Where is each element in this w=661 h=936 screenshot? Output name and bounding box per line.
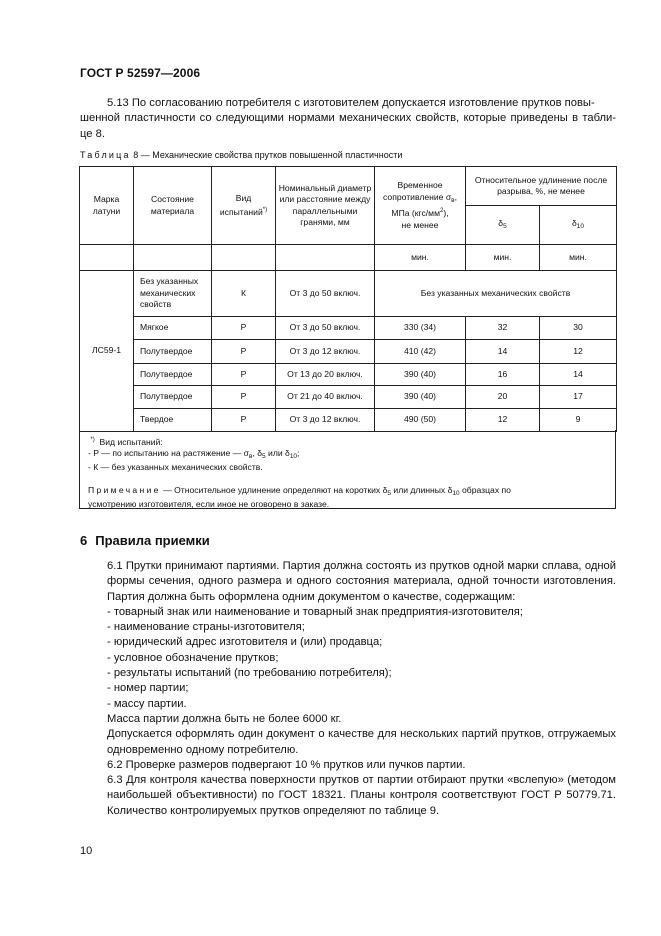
strength-cell: 490 (50) xyxy=(375,409,466,432)
footnote-title: Вид испытаний: xyxy=(99,437,163,447)
table-notes xyxy=(79,430,616,509)
strength-cell: 330 (34) xyxy=(375,317,466,340)
clause-5-13-line-1 xyxy=(80,96,616,111)
delta10-symbol: δ xyxy=(571,217,577,228)
d5-cell: 16 xyxy=(466,364,540,386)
header-state-l2: материала xyxy=(150,205,195,216)
table-row xyxy=(80,271,617,317)
section-heading xyxy=(80,533,210,548)
clause-number: 5.13 xyxy=(107,97,129,109)
header-strength-l2 xyxy=(377,192,463,207)
fn-p-d: ; xyxy=(297,448,300,458)
table-header-row-3 xyxy=(80,245,617,271)
notes-gap xyxy=(88,473,615,485)
fn-p-a: - Р — по испытанию на растяжение — σ xyxy=(88,448,249,458)
header-strength-l1: Временное xyxy=(397,180,443,190)
header-delta5 xyxy=(466,206,540,245)
d10-cell: 17 xyxy=(540,386,617,409)
strength-cell: 410 (42) xyxy=(375,340,466,364)
state-cell: Полутвердое xyxy=(134,386,212,409)
header-size xyxy=(276,167,375,245)
d5-cell: 20 xyxy=(466,386,540,409)
list-item: - результаты испытаний (по требованию потребителя); xyxy=(107,667,392,680)
d10-cell: 14 xyxy=(540,364,617,386)
fn-p-sub3: 10 xyxy=(289,453,298,460)
header-elong-l2: разрыва, %, не менее xyxy=(497,186,585,196)
table-caption-text: 8 — Механические свойства прутков повышенной пластичности xyxy=(133,150,403,160)
header-strength-l3-sup: 2 xyxy=(439,208,444,214)
clause-5-13 xyxy=(80,96,616,142)
size-cell: От 3 до 50 включ. xyxy=(276,271,375,317)
clause-6-1: 6.1 Прутки принимают партиями. Партия должна состоять из прутков одной марки сплава, одной формы сечения, одного размера и одного состояния материала, одной точности изготовления. Партия должна быть оформлена одним документом о качестве, содержащим: xyxy=(107,560,616,603)
list-item: - товарный знак или наименование и товарный знак предприятия-изготовителя; xyxy=(107,605,523,618)
state-l1: Без указанных xyxy=(140,276,199,287)
header-test-l1: Вид xyxy=(235,193,252,203)
size-cell: От 13 до 20 включ. xyxy=(276,364,375,386)
header-delta10 xyxy=(540,206,617,245)
document-header: ГОСТ Р 52597—2006 xyxy=(80,66,201,80)
header-strength-l4: не менее xyxy=(401,219,439,230)
header-strength-l3a: МПа (кгс/мм xyxy=(391,208,440,218)
delta10-sub: 10 xyxy=(576,222,585,230)
header-state xyxy=(134,167,212,245)
clause-6-2: 6.2 Проверке размеров подвергают 10 % прутков или пучков партии. xyxy=(107,758,466,771)
d5-cell: 14 xyxy=(466,340,540,364)
d10-cell: 12 xyxy=(540,340,617,364)
clause-text-2: шенной пластичности со следующими нормами механических свойств, которые приведены в табли- xyxy=(80,112,616,125)
header-strength-l3 xyxy=(377,206,463,220)
fn-p-c: или δ xyxy=(265,448,290,458)
state-l3: свойств xyxy=(140,299,172,310)
table-row xyxy=(80,386,617,409)
footnote-line-k: - К — без указанных механических свойств. xyxy=(88,462,263,472)
d5-cell: 12 xyxy=(466,409,540,432)
list-item: - условное обозначение прутков; xyxy=(107,651,279,664)
fn-p-b: , δ xyxy=(252,448,262,458)
size-cell: От 3 до 50 включ. xyxy=(276,317,375,340)
page-number: 10 xyxy=(80,845,93,857)
mechanical-properties-table xyxy=(79,166,617,432)
delta5-symbol: δ xyxy=(498,217,504,228)
footnote-title-line xyxy=(88,435,615,448)
strength-cell: 390 (40) xyxy=(375,364,466,386)
state-cell: Полутвердое xyxy=(134,340,212,364)
state-cell xyxy=(134,271,212,317)
table-header-row-1 xyxy=(80,167,617,206)
header-test-text: испытаний xyxy=(219,206,263,217)
table-row xyxy=(80,364,617,386)
header-blank-2 xyxy=(134,245,212,271)
section-body xyxy=(80,559,616,819)
d10-cell: 9 xyxy=(540,409,617,432)
footnote-line-p xyxy=(88,448,615,462)
header-grade-l2: латуни xyxy=(92,205,121,216)
header-strength xyxy=(375,167,466,245)
table-row xyxy=(80,340,617,364)
header-grade-l1: Марка xyxy=(93,194,120,204)
section-number: 6 xyxy=(80,533,88,548)
header-test-l2 xyxy=(214,205,273,219)
note-c: образцах по xyxy=(459,485,511,495)
d10-cell: 30 xyxy=(540,317,617,340)
list-item: - юридический адрес изготовителя и (или) продавца; xyxy=(107,636,383,649)
size-cell: От 21 до 40 включ. xyxy=(276,386,375,409)
size-cell: От 3 до 12 включ. xyxy=(276,340,375,364)
test-cell: Р xyxy=(212,409,276,432)
allowance-paragraph: Допускается оформлять один документ о качестве для нескольких партий прутков, отгружаемых одновременно одному потребителю. xyxy=(107,728,616,756)
table-caption xyxy=(80,150,402,160)
header-state-l1: Состояние xyxy=(151,194,194,204)
header-size-l1: Номинальный диаметр xyxy=(278,182,372,193)
note-line-2: усмотрению изготовителя, если иное не оговорено в заказе. xyxy=(88,499,330,509)
test-cell: К xyxy=(212,271,276,317)
note-sub2: 10 xyxy=(452,490,460,497)
list-item: - наименование страны-изготовителя; xyxy=(107,621,305,634)
clause-6-3: 6.3 Для контроля качества поверхности прутков от партии отбирают прутки «вслепую» (методом наибольшей объективности) по ГОСТ 18321. Планы контроля соответствуют ГОСТ Р 50779.71. Количество контролируемых прутков определяют по таблице 9. xyxy=(107,774,616,817)
grade-cell: ЛС59-1 xyxy=(80,271,134,432)
header-strength-l2-sub: в xyxy=(451,196,455,204)
size-cell: От 3 до 12 включ. xyxy=(276,409,375,432)
state-cell: Твердое xyxy=(134,409,212,432)
state-cell: Мягкое xyxy=(134,317,212,340)
note-line-1 xyxy=(88,485,615,499)
mass-limit: Масса партии должна быть не более 6000 кг. xyxy=(107,712,342,725)
header-elong-l1: Относительное удлинение после xyxy=(474,174,608,185)
test-cell: Р xyxy=(212,364,276,386)
d5-cell: 32 xyxy=(466,317,540,340)
header-blank-1 xyxy=(80,245,134,271)
footnote-mark: *) xyxy=(90,437,95,443)
header-grade xyxy=(80,167,134,245)
state-cell: Полутвердое xyxy=(134,364,212,386)
clause-text-3: це 8. xyxy=(80,127,105,140)
fn-p-sub1: в xyxy=(248,453,253,460)
section-title: Правила приемки xyxy=(95,533,210,548)
strength-cell: 390 (40) xyxy=(375,386,466,409)
header-blank-3 xyxy=(212,245,276,271)
clause-text-1: По согласованию потребителя с изготовителем допускается изготовление прутков повы- xyxy=(131,97,595,109)
note-sub1: 5 xyxy=(387,490,392,497)
header-test-type xyxy=(212,167,276,245)
header-strength-l3b: ), xyxy=(443,208,449,218)
list-item: - номер партии; xyxy=(107,682,189,695)
header-strength-l2b: , xyxy=(454,191,457,202)
header-test-footnote-mark: *) xyxy=(262,206,268,213)
fn-p-sub2: 5 xyxy=(262,453,266,460)
test-cell: Р xyxy=(212,386,276,409)
table-row xyxy=(80,409,617,432)
state-l2: механических xyxy=(140,287,196,298)
header-size-l3: параллельными xyxy=(292,205,358,216)
test-cell: Р xyxy=(212,317,276,340)
delta5-sub: 5 xyxy=(503,222,507,230)
header-size-l2: или расстояние между xyxy=(279,194,371,204)
header-blank-4 xyxy=(276,245,375,271)
note-a: — Относительное удлинение определяют на коротких δ xyxy=(160,485,388,495)
note-word: Примечание xyxy=(88,485,161,495)
header-strength-l2a: сопротивление σ xyxy=(383,191,452,202)
table-caption-word: Таблица xyxy=(80,150,131,160)
header-min-d5: мин. xyxy=(466,245,540,271)
header-min-strength: мин. xyxy=(375,245,466,271)
merged-properties-cell: Без указанных механических свойств xyxy=(375,271,617,317)
header-size-l4: гранями, мм xyxy=(300,217,350,227)
list-item: - массу партии. xyxy=(107,697,187,710)
test-cell: Р xyxy=(212,340,276,364)
note-b: или длинных δ xyxy=(391,485,453,495)
table-row xyxy=(80,317,617,340)
header-elongation xyxy=(466,167,617,206)
header-min-d10: мин. xyxy=(540,245,617,271)
